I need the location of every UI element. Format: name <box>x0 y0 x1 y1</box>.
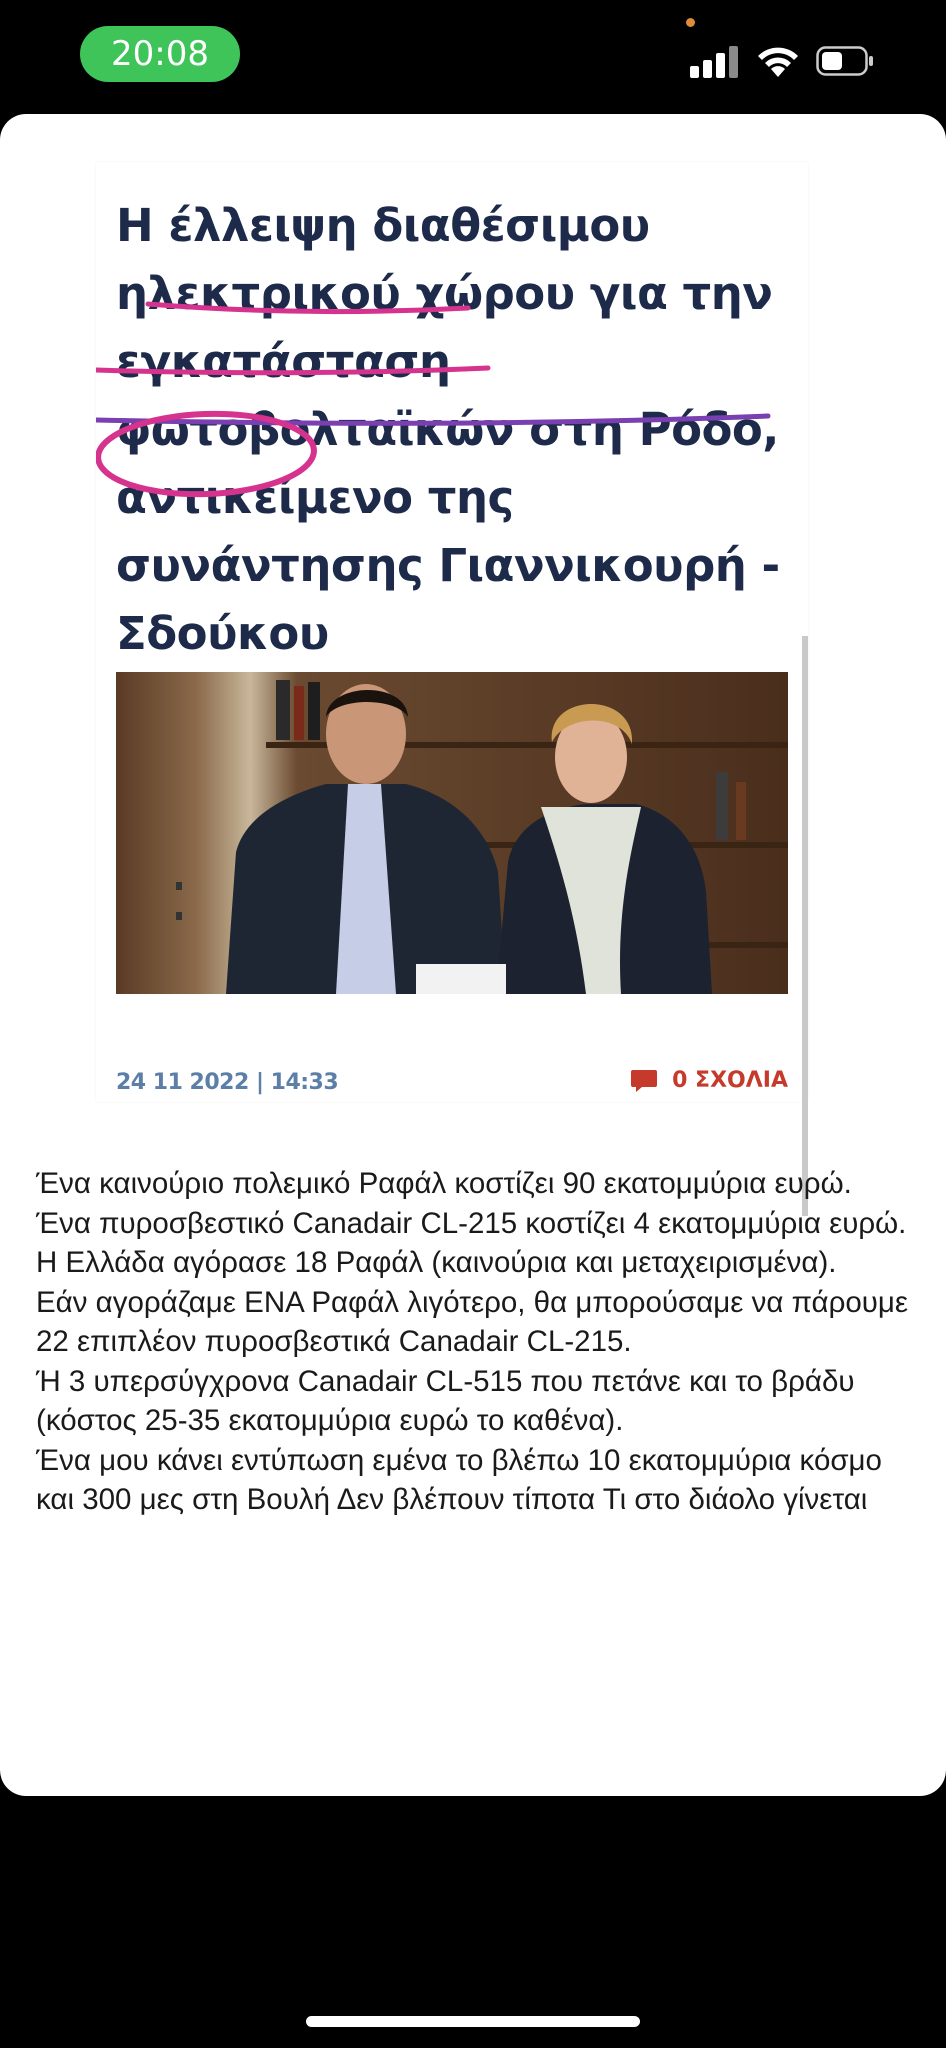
article-scrollbar <box>802 636 808 1216</box>
article-photo <box>116 672 788 994</box>
post-line: Ένα μου κάνει εντύπωση εμένα το βλέπω 10 εκατομμύρια κόσμο και 300 μες στη Βουλή Δεν βλέπουν τίποτα Τι στο διάολο γίνεται <box>36 1443 882 1516</box>
comments-link[interactable] <box>630 1068 788 1093</box>
post-line: Ένα πυροσβεστικό Canadair CL-215 κοστίζει 4 εκατομμύρια ευρώ. <box>36 1206 907 1240</box>
post-line: Εάν αγοράζαμε ΕΝΑ Ραφάλ λιγότερο, θα μπορούσαμε να πάρουμε 22 επιπλέον πυροσβεστικά Canadair CL-215. <box>36 1285 909 1358</box>
status-bar <box>0 0 946 110</box>
post-card <box>0 114 946 1796</box>
article-date: 24 11 2022 | 14:33 <box>116 1070 339 1095</box>
post-line: Ένα καινούριο πολεμικό Ραφάλ κοστίζει 90 εκατομμύρια ευρώ. <box>36 1167 852 1200</box>
home-indicator[interactable] <box>306 2016 640 2027</box>
post-line: Ή 3 υπερσύγχρονα Canadair CL-515 που πετάνε και το βράδυ (κόστος 25-35 εκατομμύρια ευρώ το καθένα). <box>36 1364 855 1437</box>
battery-icon <box>816 46 874 76</box>
post-line: Η Ελλάδα αγόρασε 18 Ραφάλ (καινούρια και μεταχειρισμένα). <box>36 1246 837 1279</box>
comments-count: 0 ΣΧΟΛΙΑ <box>672 1068 788 1093</box>
wifi-icon <box>756 44 800 78</box>
post-text <box>36 1164 916 1520</box>
status-time[interactable]: 20:08 <box>80 26 240 82</box>
comment-bubble-icon <box>630 1069 658 1093</box>
article-screenshot <box>96 162 808 1102</box>
article-headline: Η έλλειψη διαθέσιμου ηλεκτρικού χώρου για την εγκατάσταση φωτοβολταϊκών στη Ρόδο, αντικείμενο της συνάντησης Γιαννικουρή - Σδούκου <box>116 199 780 660</box>
cellular-signal-icon <box>690 44 740 78</box>
privacy-indicator-dot <box>686 18 695 27</box>
